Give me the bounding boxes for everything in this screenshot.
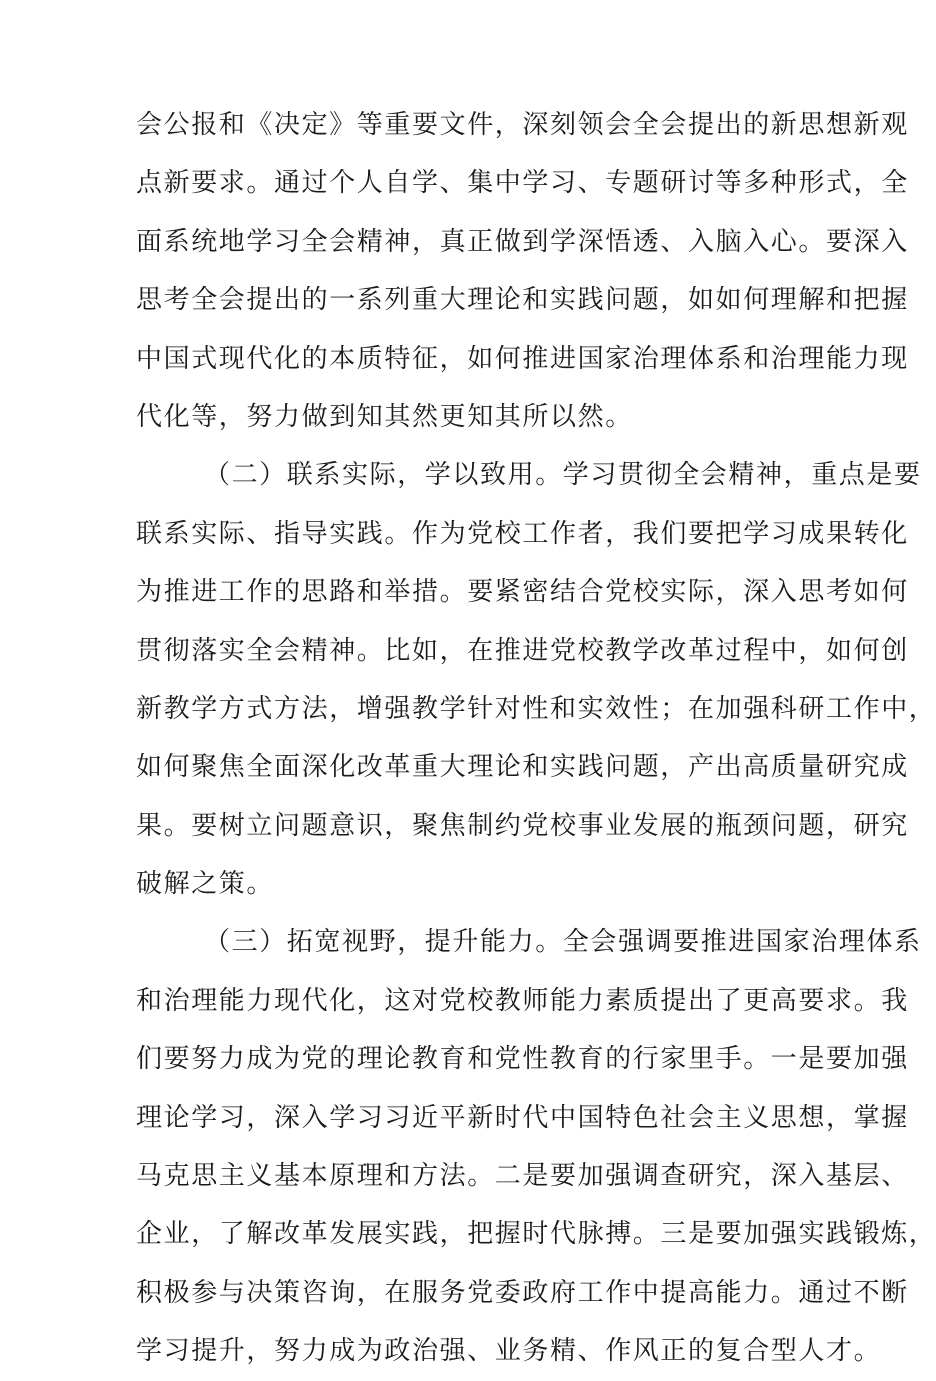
text-line: 企业，了解改革发展实践，把握时代脉搏。三是要加强实践锻炼， — [136, 1219, 936, 1250]
text-line: 积极参与决策咨询，在服务党委政府工作中提高能力。通过不断 — [136, 1277, 909, 1308]
text-line: （三）拓宽视野，提升能力。全会强调要推进国家治理体系 — [204, 927, 922, 958]
text-line: 会公报和《决定》等重要文件，深刻领会全会提出的新思想新观 — [136, 110, 909, 140]
paragraph-3 — [136, 913, 936, 1380]
text-line: 为推进工作的思路和举措。要紧密结合党校实际，深入思考如何 — [136, 577, 909, 608]
text-line: 思考全会提出的一系列重大理论和实践问题，如如何理解和把握 — [136, 285, 909, 316]
text-line: 和治理能力现代化，这对党校教师能力素质提出了更高要求。我 — [136, 985, 909, 1016]
text-line: 们要努力成为党的理论教育和党性教育的行家里手。一是要加强 — [136, 1044, 909, 1075]
paragraph-1 — [136, 96, 909, 446]
document-body — [136, 96, 936, 1381]
text-line: 破解之策。 — [136, 869, 275, 900]
text-line: 贯彻落实全会精神。比如，在推进党校教学改革过程中，如何创 — [136, 635, 909, 666]
text-line: 马克思主义基本原理和方法。二是要加强调查研究，深入基层、 — [136, 1161, 909, 1192]
text-line: 新教学方式方法，增强教学针对性和实效性；在加强科研工作中， — [136, 693, 936, 724]
text-line: 点新要求。通过个人自学、集中学习、专题研讨等多种形式，全 — [136, 168, 909, 199]
text-line: 如何聚焦全面深化改革重大理论和实践问题，产出高质量研究成 — [136, 752, 909, 783]
text-line: 面系统地学习全会精神，真正做到学深悟透、入脑入心。要深入 — [136, 226, 909, 257]
text-line: 中国式现代化的本质特征，如何推进国家治理体系和治理能力现 — [136, 343, 909, 374]
text-line: （二）联系实际，学以致用。学习贯彻全会精神，重点是要 — [204, 460, 922, 491]
text-line: 联系实际、指导实践。作为党校工作者，我们要把学习成果转化 — [136, 518, 909, 549]
text-line: 果。要树立问题意识，聚焦制约党校事业发展的瓶颈问题，研究 — [136, 810, 909, 841]
text-line: 理论学习，深入学习习近平新时代中国特色社会主义思想，掌握 — [136, 1102, 909, 1133]
text-line: 代化等，努力做到知其然更知其所以然。 — [136, 401, 633, 432]
paragraph-2 — [136, 446, 936, 913]
text-line: 学习提升，努力成为政治强、业务精、作风正的复合型人才。 — [136, 1336, 882, 1367]
